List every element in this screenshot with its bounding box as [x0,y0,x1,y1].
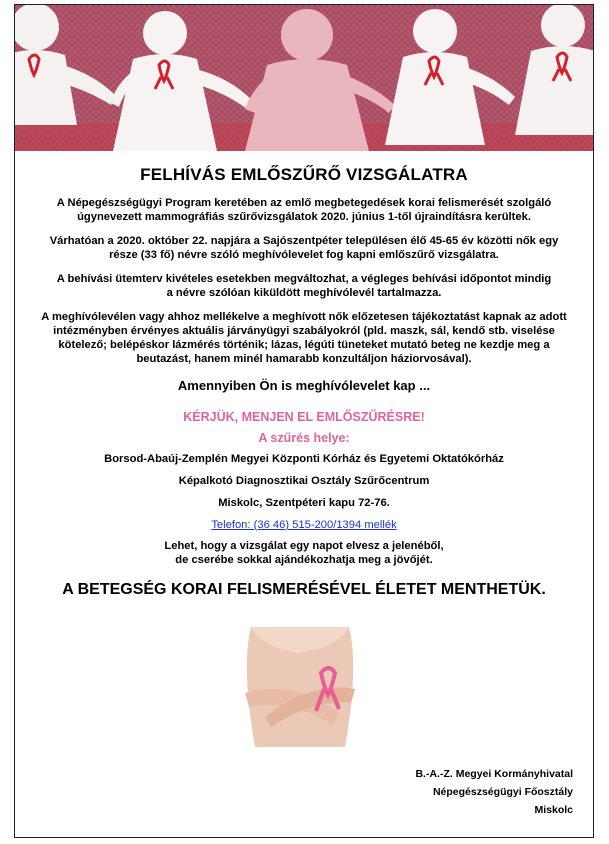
poster [14,4,594,838]
address-hospital: Borsod-Abaúj-Zemplén Megyei Központi Kórház és Egyetemi Oktatókórház [104,453,504,465]
slogan: A BETEGSÉG KORAI FELISMERÉSÉVEL ÉLETET MENTHETÜK. [62,581,546,598]
signature-line: Népegészségügyi Főosztály [432,786,573,798]
call-to-action: KÉRJÜK, MENJEN EL EMLŐSZŰRÉSRE! [183,410,425,424]
ribbon-photo [221,627,379,747]
signature-block [415,765,573,819]
address-street: Miskolc, Szentpéteri kapu 72-76. [218,497,390,509]
paragraph-invitation: Várhatóan a 2020. október 22. napjára a Sajószentpéter településen élő 45-65 év közötti nők egy része (33 fő) névre szóló meghívólevelet fog kapni emlőszűrő vizsgálatra. [49,235,559,261]
woman-ribbon-illustration [221,627,379,747]
signature-line: Miskolc [534,804,573,816]
paper-dolls-illustration [15,5,593,151]
signature-line: B.-A.-Z. Megyei Kormányhivatal [415,768,573,780]
phone-line [15,519,593,531]
paragraph-rules: A meghívólevélen vagy ahhoz mellékelve a meghívott nők előzetesen tájékoztatást kapnak az adott intézményben érvényes aktuális járványügyi szabályokról (pld. maszk, sál, kendő stb. viselése kötelező; belépéskor lázmérés történik; lázas, légúti tüneteket mutató beteg ne kezdje meg a beutazást, hanem minél hamarabb konzultáljon háziorvosával). [41,311,567,365]
location-label: A szűrés helye: [258,431,350,445]
page-title: FELHÍVÁS EMLŐSZŰRŐ VIZSGÁLATRA [140,165,468,184]
address-department: Képalkotó Diagnosztikai Osztály Szűrőcentrum [178,475,430,487]
closing-text [15,539,593,567]
paragraph-schedule: A behívási ütemterv kivételes esetekben megváltozhat, a végleges behívási időpontot mindig a névre szólóan kiküldött meghívólevél tartalmazza. [56,273,552,299]
closing-line: de cserébe sokkal ajándékozhatja meg a jövőjét. [175,554,433,566]
closing-line: Lehet, hogy a vizsgálat egy napot elvesz a jelenéből, [164,540,444,552]
paragraph-program: A Népegészségügyi Program keretében az emlő megbetegedések korai felismerését szolgáló úgynevezett mammográfiás szűrővizsgálatok 2020. június 1-től újraindításra kerültek. [56,197,552,223]
phone-link[interactable]: Telefon: (36 46) 515-200/1394 mellék [211,519,397,531]
subheading: Amennyiben Ön is meghívólevelet kap ... [177,378,431,393]
poster-body [15,151,593,601]
banner-image [15,5,593,151]
